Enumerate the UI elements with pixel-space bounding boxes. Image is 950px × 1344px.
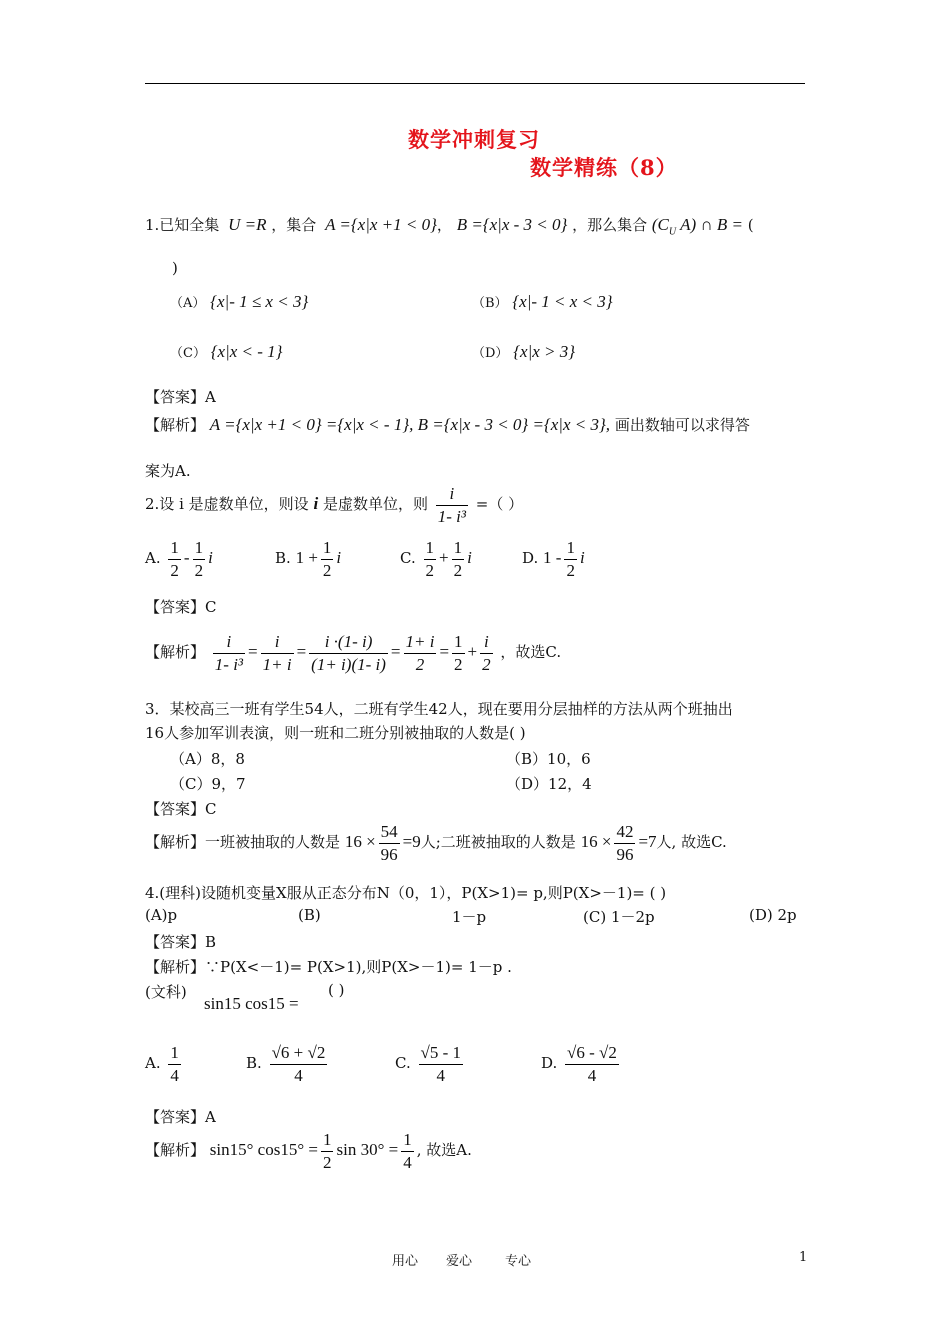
- footer-text-1: 用心: [392, 1254, 419, 1269]
- q4-option-c: (C) 1－2p: [583, 908, 655, 926]
- footer-text-2: 爱心: [446, 1254, 473, 1269]
- q1-paren-close: ): [172, 259, 178, 277]
- q3-option-a: （A）8，8: [170, 750, 245, 768]
- q1-option-a: （A） {x|- 1 ≤ x < 3}: [170, 292, 309, 311]
- q4-wen-expr: sin15 cos15 =: [204, 994, 299, 1013]
- header-rule: [145, 83, 805, 84]
- q1-option-b: （B） {x|- 1 < x < 3}: [472, 292, 613, 311]
- q1-analysis: 【解析】 A ={x|x +1 < 0} ={x|x < - 1}, B ={x|x - 3 < 0} ={x|x < 3}, 画出数轴可以求得答: [145, 415, 750, 434]
- page-subtitle: 数学精练（8）: [530, 155, 678, 180]
- q4-analysis: 【解析】∵P(X<－1)= P(X>1),则P(X>－1)= 1－p .: [145, 958, 512, 976]
- q3-option-d: （D）12，4: [506, 775, 592, 793]
- q2-option-b: B. 1 + $\frac{1}{2}$ i: [275, 538, 342, 580]
- q4-wen-label: (文科): [145, 983, 187, 1001]
- q1-set-b: B ={x|x - 3 < 0}: [456, 215, 568, 234]
- q2-option-a: A. $\frac{1}{2}$ - $\frac{1}{2}$ i: [145, 538, 213, 580]
- q1-analysis-cont: 案为A.: [145, 462, 191, 480]
- q4-wen-analysis: 【解析】 sin15° cos15° = $\frac{1}{2}$ sin 30° = $\frac{1}{4}$ , 故选A.: [145, 1130, 472, 1172]
- q4-wen-option-b: B. $\frac{√6 + √2}{4}$: [246, 1043, 326, 1085]
- q4-wen-option-c: C. $\frac{√5 - 1}{4}$: [395, 1043, 461, 1085]
- q4-wen-answer: 【答案】A: [145, 1108, 216, 1126]
- q1-option-c: （C） {x|x < - 1}: [170, 342, 283, 361]
- q2-answer: 【答案】C: [145, 598, 217, 616]
- q3-answer: 【答案】C: [145, 800, 217, 818]
- footer-text-3: 专心: [505, 1254, 532, 1269]
- page-title: 数学冲刺复习: [408, 127, 540, 152]
- q3-line2: 16人参加军训表演，则一班和二班分别被抽取的人数是( ): [145, 724, 526, 742]
- q4-line1: 4.(理科)设随机变量X服从正态分布N（0，1），P(X>1)= p,则P(X>－1)= ( ): [145, 884, 667, 902]
- q2-stem: 2.设 i 是虚数单位，则设 i 是虚数单位，则 $\frac{i}{\text{1- i³}}$ =（ ）: [145, 484, 524, 526]
- q2-fraction: $\frac{i}{\text{1- i³}}$: [437, 484, 466, 526]
- q4-option-b: (B): [298, 906, 321, 924]
- q4-option-a: (A)p: [145, 906, 178, 924]
- q4-wen-option-a: A. $\frac{1}{4}$: [145, 1043, 179, 1085]
- q1-stem: 1.已知全集 U =R ，集合 A ={x|x +1 < 0}， B ={x|x - 3 < 0} ，那么集合 ($C_U$ A) ∩ B = (: [145, 215, 754, 238]
- q3-option-c: （C）9，7: [170, 775, 246, 793]
- q4-option-d: (D) 2p: [749, 906, 797, 924]
- q2-option-d: D. 1 - $\frac{1}{2}$ i: [522, 538, 585, 580]
- q1-set-a: A ={x|x +1 < 0}: [325, 215, 437, 234]
- page-number: 1: [799, 1250, 808, 1265]
- q4-wen-option-d: D. $\frac{√6 - √2}{4}$: [541, 1043, 617, 1085]
- q2-analysis: 【解析】 $\frac{i}{\text{1- i³}}$ = $\frac{i}{1+ i}$ = $\frac{i \cdot(1- i)}{(1+ i)(1- i)}$ = $\frac{1+ i}{2}$ = $\frac{1}{2}$ + $\frac{i}{2}$ ，故选C.: [145, 632, 562, 674]
- q1-set-u: U =R: [228, 215, 267, 234]
- q1-option-d: （D） {x|x > 3}: [472, 342, 576, 361]
- q1-answer: 【答案】A: [145, 388, 216, 406]
- q3-analysis: 【解析】一班被抽取的人数是 16 × $\frac{54}{96}$ =9人;二班被抽取的人数是 16 × $\frac{42}{96}$ =7人, 故选C.: [145, 822, 727, 864]
- q3-line1: 3．某校高三一班有学生54人，二班有学生42人，现在要用分层抽样的方法从两个班抽出: [145, 700, 733, 718]
- q3-option-b: （B）10，6: [506, 750, 591, 768]
- q4-wen-paren: ( ): [328, 981, 345, 999]
- q1-expr: ($C_U$ A) ∩ B =: [651, 215, 743, 238]
- q4-answer: 【答案】B: [145, 933, 217, 951]
- q2-option-c: C. $\frac{1}{2}$ + $\frac{1}{2}$ i: [400, 538, 472, 580]
- q4-option-b-value: 1－p: [452, 908, 487, 926]
